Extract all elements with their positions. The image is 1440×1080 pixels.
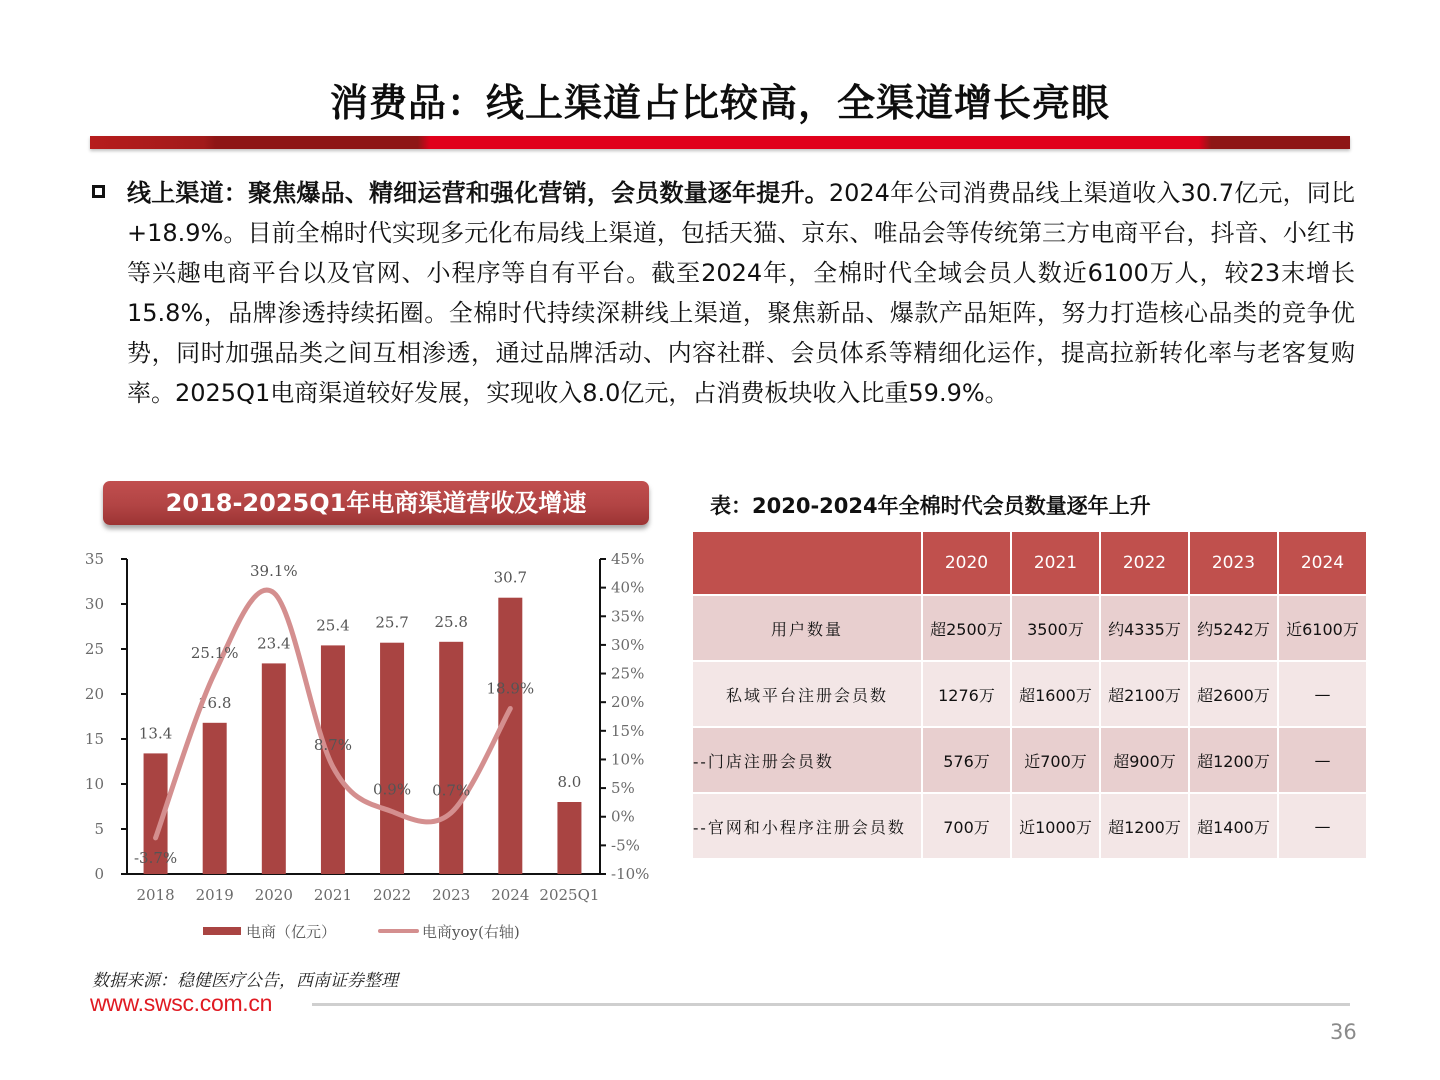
right-tick-label: 45%	[611, 550, 645, 568]
website-link[interactable]: www.swsc.com.cn	[90, 990, 273, 1016]
table-cell: 700万	[922, 793, 1011, 859]
right-tick-label: 30%	[611, 635, 645, 654]
left-tick-label: 5	[94, 820, 104, 838]
bar	[498, 598, 522, 874]
table-cell: 超1200万	[1189, 727, 1278, 793]
table-header-row	[692, 531, 1367, 595]
bullet-body: 2024年公司消费品线上渠道收入30.7亿元，同比+18.9%。目前全棉时代实现多元化布局线上渠道，包括天猫、京东、唯品会等传统第三方电商平台，抖音、小红书等兴趣电商平台以及官网、小程序等自有平台。截至2024年，全棉时代全域会员人数近6100万人，较23末增长15.8%，品牌渗透持续拓圈。全棉时代持续深耕线上渠道，聚焦新品、爆款产品矩阵，努力打造核心品类的竞争优势，同时加强品类之间互相渗透，通过品牌活动、内容社群、会员体系等精细化运作，提高拉新转化率与老客复购率。2025Q1电商渠道较好发展，实现收入8.0亿元，占消费板块收入比重59.9%。	[127, 179, 1356, 407]
left-tick-label: 10	[84, 775, 104, 793]
yoy-value-label: -3.7%	[133, 848, 178, 867]
table-row	[692, 727, 1367, 793]
right-tick-label: 35%	[611, 607, 645, 626]
bar	[321, 645, 345, 874]
table-cell: —	[1278, 793, 1367, 859]
legend-line-label: 电商yoy(右轴)	[422, 923, 520, 941]
left-tick-label: 25	[84, 640, 104, 658]
right-tick-label: 25%	[611, 664, 645, 683]
right-tick-label: 40%	[611, 578, 645, 597]
data-source-note: 数据来源：稳健医疗公告，西南证券整理	[92, 971, 398, 991]
bar-value-label: 8.0	[557, 773, 582, 791]
table-cell: 1276万	[922, 661, 1011, 727]
x-tick-label: 2024	[491, 886, 530, 904]
left-tick-label: 20	[84, 685, 104, 703]
table-cell: 近6100万	[1278, 595, 1367, 661]
revenue-growth-chart	[0, 0, 690, 960]
chart-title-banner: 2018-2025Q1年电商渠道营收及增速	[103, 481, 649, 525]
table-cell: —	[1278, 727, 1367, 793]
header-cell-2023: 2023	[1189, 531, 1278, 595]
x-tick-label: 2019	[195, 886, 234, 904]
x-tick-label: 2021	[313, 886, 353, 904]
yoy-value-label: 8.7%	[313, 735, 352, 754]
legend-bar-label: 电商（亿元）	[246, 923, 337, 941]
right-tick-label: 10%	[611, 750, 645, 769]
row-label: --官网和小程序注册会员数	[692, 793, 922, 859]
bar-value-label: 25.4	[316, 616, 350, 635]
x-tick-label: 2018	[136, 886, 175, 904]
right-tick-label: 5%	[611, 779, 635, 798]
left-tick-label: 15	[84, 730, 104, 748]
left-tick-label: 0	[94, 865, 104, 883]
yoy-value-label: 39.1%	[249, 561, 298, 580]
header-cell-2021: 2021	[1011, 531, 1100, 595]
right-tick-label: 15%	[611, 721, 645, 740]
right-tick-label: 20%	[611, 693, 645, 712]
table-cell: 3500万	[1011, 595, 1100, 661]
bar-value-label: 13.4	[138, 724, 173, 743]
yoy-value-label: 0.7%	[432, 781, 471, 800]
left-tick-label: 30	[84, 595, 104, 613]
bar-value-label: 25.7	[375, 613, 409, 632]
row-label: 私域平台注册会员数	[692, 661, 922, 727]
bar	[203, 723, 227, 874]
yoy-value-label: 0.9%	[373, 780, 412, 799]
header-cell-2022: 2022	[1100, 531, 1189, 595]
x-tick-label: 2022	[372, 886, 412, 904]
header-cell-2020: 2020	[922, 531, 1011, 595]
table-row	[692, 661, 1367, 727]
x-tick-label: 2020	[254, 886, 293, 904]
header-cell-2024: 2024	[1278, 531, 1367, 595]
bar	[557, 802, 581, 874]
bar-value-label: 30.7	[493, 568, 528, 587]
table-row	[692, 595, 1367, 661]
bar-value-label: 25.8	[434, 612, 468, 631]
table-cell: 超900万	[1100, 727, 1189, 793]
table-cell: 超2500万	[922, 595, 1011, 661]
right-tick-label: 0%	[611, 807, 635, 826]
table-cell: 超1400万	[1189, 793, 1278, 859]
right-tick-label: -5%	[611, 836, 640, 855]
footer-divider	[312, 1003, 1350, 1006]
row-label: 用户数量	[692, 595, 922, 661]
table-title: 表：2020-2024年全棉时代会员数量逐年上升	[710, 494, 1151, 518]
bar	[262, 663, 286, 874]
page-number: 36	[1330, 1020, 1357, 1044]
bar-value-label: 23.4	[257, 634, 291, 653]
table-cell: 超1200万	[1100, 793, 1189, 859]
header-cell-blank	[692, 531, 922, 595]
table-cell: 576万	[922, 727, 1011, 793]
yoy-value-label: 25.1%	[190, 643, 239, 662]
bar-value-label: 16.8	[197, 693, 232, 712]
table-row	[692, 793, 1367, 859]
row-label: --门店注册会员数	[692, 727, 922, 793]
table-cell: 超2100万	[1100, 661, 1189, 727]
right-tick-label: -10%	[611, 865, 650, 883]
table-cell: —	[1278, 661, 1367, 727]
x-tick-label: 2025Q1	[539, 886, 600, 904]
bar	[439, 642, 463, 874]
table-cell: 约5242万	[1189, 595, 1278, 661]
table-cell: 超1600万	[1011, 661, 1100, 727]
table-cell: 约4335万	[1100, 595, 1189, 661]
legend-bar-swatch	[203, 927, 241, 935]
table-cell: 近700万	[1011, 727, 1100, 793]
bar	[380, 643, 404, 874]
table-cell: 近1000万	[1011, 793, 1100, 859]
table-cell: 超2600万	[1189, 661, 1278, 727]
left-tick-label: 35	[84, 550, 104, 568]
x-tick-label: 2023	[432, 886, 471, 904]
page-title: 消费品：线上渠道占比较高，全渠道增长亮眼	[329, 81, 1110, 125]
bullet-heading: 线上渠道：聚焦爆品、精细运营和强化营销，会员数量逐年提升。	[127, 179, 829, 207]
member-count-table	[691, 530, 1368, 860]
yoy-value-label: 18.9%	[486, 679, 535, 698]
